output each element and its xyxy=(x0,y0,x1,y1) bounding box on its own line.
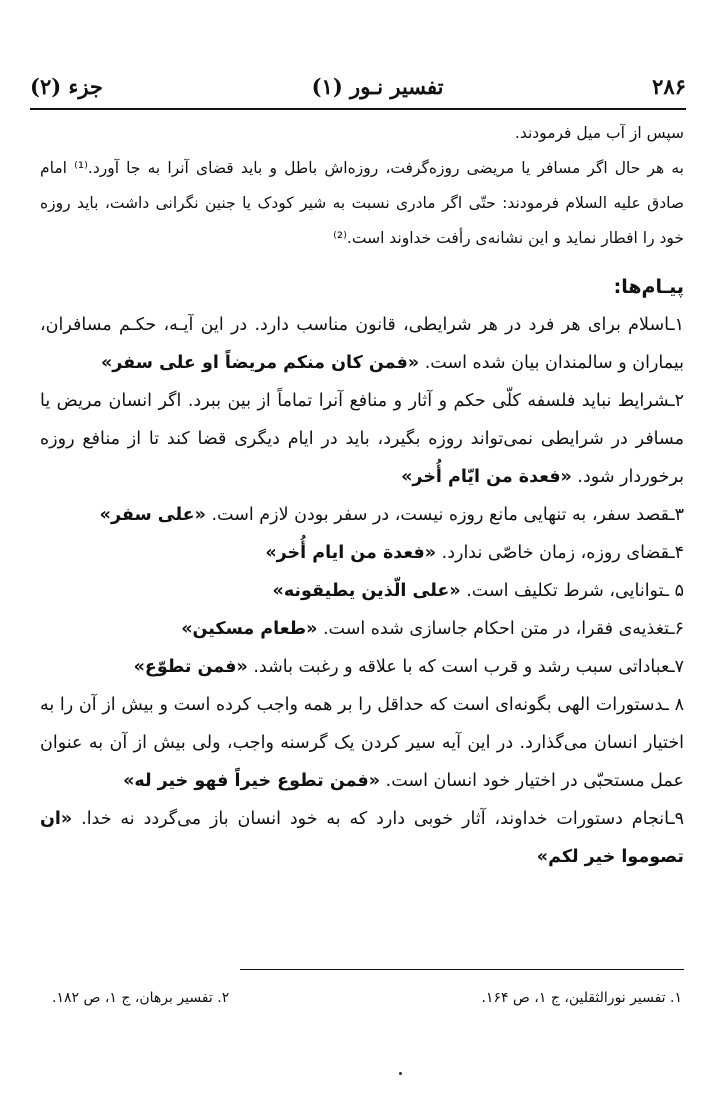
message-item-3 xyxy=(40,496,684,534)
message-text: شرایط نباید فلسفه کلّی حکم و آثار و منافع آنرا تماماً از بین ببرد. اگر انسان مریض یا مسافر در شرایطی نمی‌تواند روزه بگیرد، باید در ایام دیگری قضا کند تا از منافع روزه برخوردار شود. xyxy=(40,391,684,487)
message-item-4 xyxy=(40,534,684,572)
footnote-divider xyxy=(240,969,684,970)
intro-line-1: سپس از آب میل فرمودند. xyxy=(514,124,684,142)
page-number: ۲۸۶ xyxy=(652,73,686,99)
message-number: ۸ ـ xyxy=(663,695,684,715)
message-text: عباداتی سبب رشد و قرب است که با علاقه و رغبت باشد. xyxy=(253,657,670,677)
message-text: توانایی، شرط تکلیف است. xyxy=(466,581,664,601)
message-number: ۲ـ xyxy=(669,391,684,411)
quran-quote: «ان تصوموا خير لكم» xyxy=(40,809,684,867)
quran-quote: «على سفر» xyxy=(99,505,206,525)
quran-quote: «على الّذين يطيقونه» xyxy=(272,581,461,601)
book-title: تفسیر نـور (۱) xyxy=(311,73,444,99)
message-number: ۴ـ xyxy=(669,543,684,563)
message-item-8 xyxy=(40,686,684,800)
part-label: جزء (۲) xyxy=(30,73,103,99)
message-number: ۶ـ xyxy=(669,619,684,639)
message-number: ۷ـ xyxy=(669,657,684,677)
print-speck xyxy=(399,1072,402,1075)
header-divider xyxy=(30,108,686,110)
footnote-2: ۲. تفسیر برهان، ج ۱، ص ۱۸۲. xyxy=(52,990,230,1006)
running-header xyxy=(30,68,686,104)
footnote-1: ۱. تفسیر نورالثقلین، ج ۱، ص ۱۶۴. xyxy=(481,990,682,1006)
message-item-7 xyxy=(40,648,684,686)
message-text: تغذیه‌ی فقرا، در متن احکام جاسازی شده است. xyxy=(322,619,670,639)
message-item-1 xyxy=(40,306,684,382)
message-number: ۹ـ xyxy=(669,809,684,829)
main-text xyxy=(40,116,684,876)
intro-paragraphs xyxy=(40,116,684,256)
message-number: ۳ـ xyxy=(669,505,684,525)
quran-quote: «فعدة من ايام أُخر» xyxy=(265,543,437,563)
message-text: دستورات الهی بگونه‌ای است که حداقل را بر همه واجب کرده است و بیش از آن را به اختیار انسان می‌گذارد. در این آیه سیر کردن یک گرسنه واجب، ولی بیش از آن به عنوان عمل مستحبّی در اختیار خود انسان است. xyxy=(40,695,684,791)
message-item-2 xyxy=(40,382,684,496)
message-item-6 xyxy=(40,610,684,648)
message-number: ۱ـ xyxy=(669,315,684,335)
intro-paragraph-2: به هر حال اگر مسافر یا مریضی روزه‌گرفت، روزه‌اش باطل و باید قضای آنرا به جا آورد.⁽¹⁾ امام صادق علیه السلام فرمودند: حتّی اگر مادری نسبت به شیر کودک یا جنین نگرانی داشت، باید روزه خود را افطار نماید و این نشانه‌ی رأفت خداوند است.⁽²⁾ xyxy=(40,159,684,247)
message-item-9 xyxy=(40,800,684,876)
quran-quote: «طعام مسكين» xyxy=(181,619,318,639)
messages-list xyxy=(40,306,684,876)
message-text: انجام دستورات خداوند، آثار خوبی دارد که به خود انسان باز می‌گردد نه خدا. xyxy=(81,809,670,829)
messages-heading: پیـام‌ها: xyxy=(613,276,684,298)
footnotes xyxy=(52,983,682,1013)
quran-quote: «فمن تطوّع» xyxy=(133,657,248,677)
message-number: ۵ ـ xyxy=(663,581,684,601)
quran-quote: «فمن كان منكم مريضاً او على سفر» xyxy=(100,353,420,373)
quran-quote: «فمن تطوع خيراً فهو خير له» xyxy=(123,771,381,791)
message-text: قصد سفر، به تنهایی مانع روزه نیست، در سفر بودن لازم است. xyxy=(211,505,670,525)
message-text: قضای روزه، زمان خاصّی ندارد. xyxy=(441,543,670,563)
quran-quote: «فعدة من ايّام أُخر» xyxy=(401,467,572,487)
message-item-5 xyxy=(40,572,684,610)
message-text: اسلام برای هر فرد در هر شرایطی، قانون مناسب دارد. در این آیـه، حکـم مسافران، بیماران و سالمندان بیان شده است. xyxy=(40,315,684,373)
